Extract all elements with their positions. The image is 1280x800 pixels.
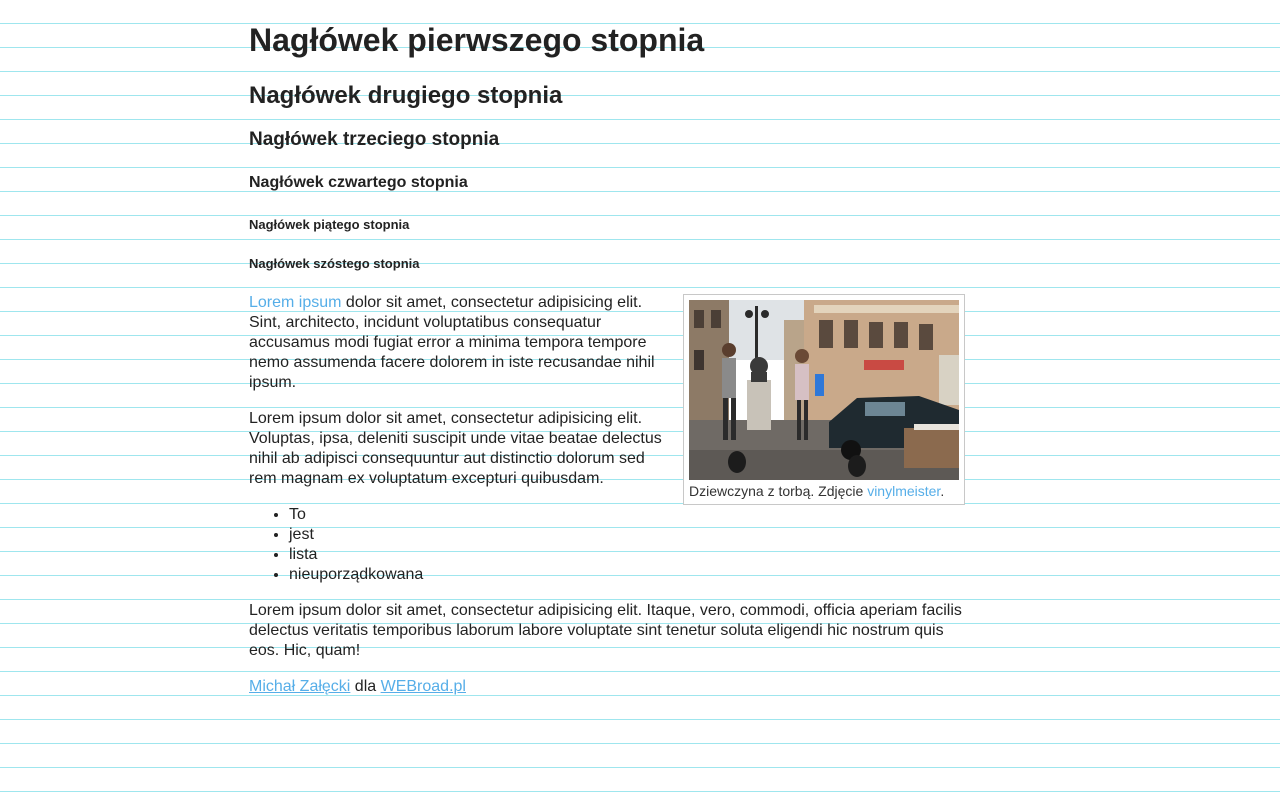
heading-level-3: Nagłówek trzeciego stopnia <box>249 129 500 150</box>
street-photo <box>689 300 959 480</box>
caption-author-link[interactable]: vinylmeister <box>867 483 941 499</box>
list-item: • lista <box>289 545 965 565</box>
heading-level-1: Nagłówek pierwszego stopnia <box>249 22 705 58</box>
list-item: • jest <box>289 525 965 545</box>
heading-level-6: Nagłówek szóstego stopnia <box>249 256 420 271</box>
photo-figure <box>683 294 965 505</box>
paragraph-2: Lorem ipsum dolor sit amet, consectetur adipisicing elit. Voluptas, ipsa, deleniti suscipit unde vitae beatae delectus nihil ab adipisci consequuntur aut distinctio dolorum sed rem magnam ex voluptatum excepturi quibusdam. <box>249 410 662 487</box>
unordered-list <box>289 505 965 585</box>
paragraph-1-text: dolor sit amet, consectetur adipisicing elit. Sint, architecto, incidunt voluptatibus consequatur accusamus modi fugiat error a minima tempora tempore nemo assumenda facere dolorem in iste recusandae nihil ipsum. <box>249 294 655 391</box>
heading-level-2: Nagłówek drugiego stopnia <box>249 82 563 109</box>
article-body <box>249 293 965 713</box>
paragraph-3: Lorem ipsum dolor sit amet, consectetur adipisicing elit. Itaque, vero, commodi, officia aperiam facilis delectus veritatis temporibus laborum labore voluptate sint tenetur soluta eligendi hic nostrum quis eos. Hic, quam! <box>249 602 962 659</box>
photo-caption <box>689 480 959 502</box>
list-item: • nieuporządkowana <box>289 565 965 585</box>
caption-text: Dziewczyna z torbą. Zdjęcie <box>689 483 868 499</box>
author-link[interactable]: Michał Załęcki <box>249 678 351 695</box>
list-item: • To <box>289 505 965 525</box>
heading-level-5: Nagłówek piątego stopnia <box>249 217 410 232</box>
heading-level-4: Nagłówek czwartego stopnia <box>249 174 468 191</box>
footer-credits <box>249 677 965 697</box>
caption-end: . <box>940 483 945 499</box>
site-link[interactable]: WEBroad.pl <box>380 678 466 695</box>
footer-middle-text: dla <box>350 678 381 695</box>
lorem-ipsum-link[interactable]: Lorem ipsum <box>249 294 342 311</box>
